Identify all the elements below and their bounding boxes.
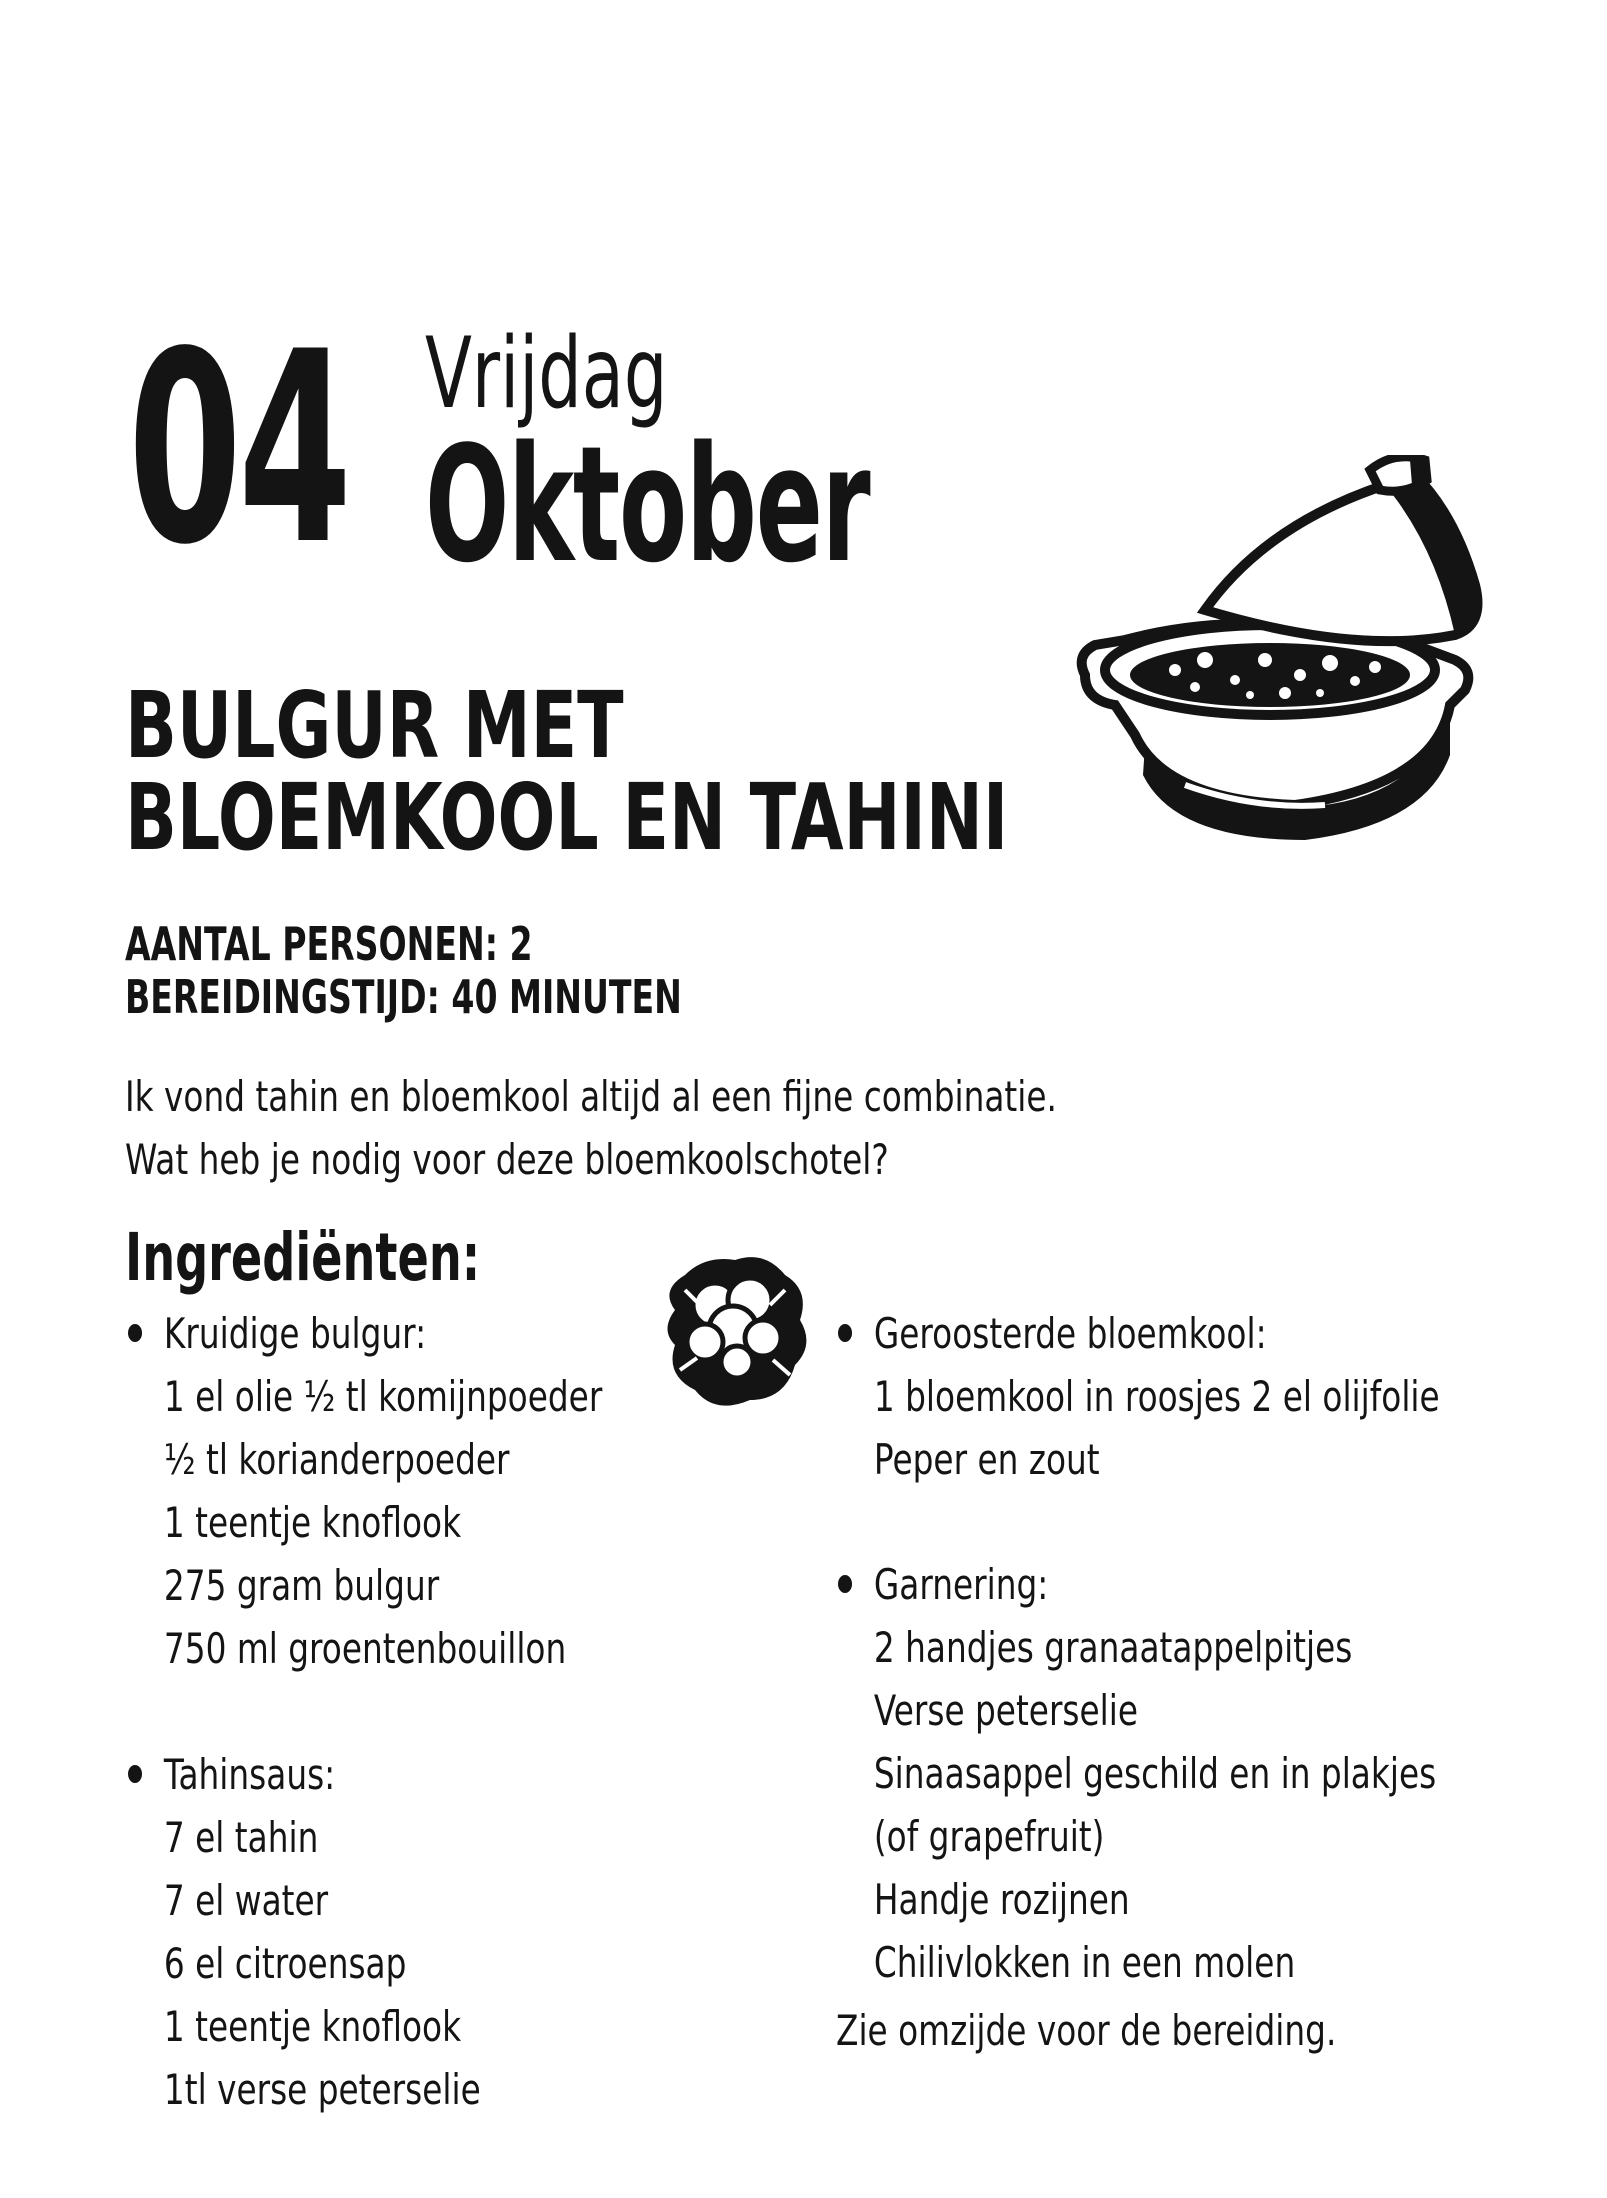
ingredient-item: 750 ml groentenbouillon: [163, 1624, 567, 1673]
intro-text: [125, 1065, 1057, 1191]
tagine-icon: [1055, 455, 1525, 865]
group-title-line: [838, 1553, 1436, 1616]
ingredient-item: 1 el olie ½ tl komijnpoeder: [163, 1372, 603, 1421]
ingredient-item: Handje rozijnen: [873, 1875, 1130, 1924]
ingredient-group-garnering: [838, 1553, 1436, 1994]
ingredients-heading: Ingrediënten:: [125, 1219, 481, 1296]
ingredient-item: 6 el citroensap: [163, 1939, 407, 1988]
ingredient-group-tahinsaus: [128, 1743, 481, 2121]
group-title: Tahinsaus:: [163, 1750, 336, 1799]
ingredient-item: 1 teentje knoflook: [163, 2002, 462, 2051]
day-number: 04: [128, 296, 349, 603]
group-title: Geroosterde bloemkool:: [873, 1309, 1267, 1358]
ingredient-item: 275 gram bulgur: [163, 1561, 440, 1610]
group-title: Kruidige bulgur:: [163, 1309, 427, 1358]
ingredient-item: 7 el tahin: [163, 1813, 319, 1862]
ingredient-item: 1 teentje knoflook: [163, 1498, 462, 1547]
ingredient-item: 7 el water: [163, 1876, 329, 1925]
recipe-meta: [125, 918, 682, 1024]
cauliflower-icon: [655, 1250, 815, 1415]
month: Oktober: [425, 411, 870, 598]
ingredient-item: Peper en zout: [873, 1435, 1100, 1484]
prep-time: BEREIDINGSTIJD: 40 MINUTEN: [125, 969, 682, 1024]
bullet-icon: [128, 1324, 142, 1342]
ingredient-item: Verse peterselie: [873, 1686, 1139, 1735]
ingredient-group-geroosterde-bloemkool: [838, 1302, 1440, 1491]
bullet-icon: [838, 1575, 852, 1593]
group-title-line: [838, 1302, 1440, 1365]
ingredient-item: ½ tl korianderpoeder: [163, 1435, 510, 1484]
recipe-title: [125, 672, 1009, 871]
ingredient-item: Sinaasappel geschild en in plakjes: [873, 1749, 1437, 1798]
group-title-line: [128, 1743, 481, 1806]
recipe-title-line-2: BLOEMKOOL EN TAHINI: [125, 764, 1009, 871]
ingredient-item: 2 handjes granaatappelpitjes: [873, 1623, 1353, 1672]
bullet-icon: [128, 1765, 142, 1783]
group-title-line: [128, 1302, 602, 1365]
ingredient-item: (of grapefruit): [873, 1812, 1105, 1861]
ingredient-item: 1 bloemkool in roosjes 2 el olijfolie: [873, 1372, 1440, 1421]
weekday: Vrijdag: [425, 317, 668, 431]
intro-line-2: Wat heb je nodig voor deze bloemkoolschotel?: [125, 1135, 889, 1184]
recipe-title-line-1: BULGUR MET: [125, 672, 624, 779]
ingredient-group-kruidige-bulgur: [128, 1302, 602, 1680]
footer-note: Zie omzijde voor de bereiding.: [836, 2006, 1337, 2055]
servings: AANTAL PERSONEN: 2: [125, 917, 533, 971]
ingredient-item: Chilivlokken in een molen: [873, 1938, 1296, 1987]
ingredient-item: 1tl verse peterselie: [163, 2065, 481, 2114]
group-title: Garnering:: [873, 1560, 1049, 1609]
intro-line-1: Ik vond tahin en bloemkool altijd al een fijne combinatie.: [125, 1072, 1057, 1121]
bullet-icon: [838, 1324, 852, 1342]
